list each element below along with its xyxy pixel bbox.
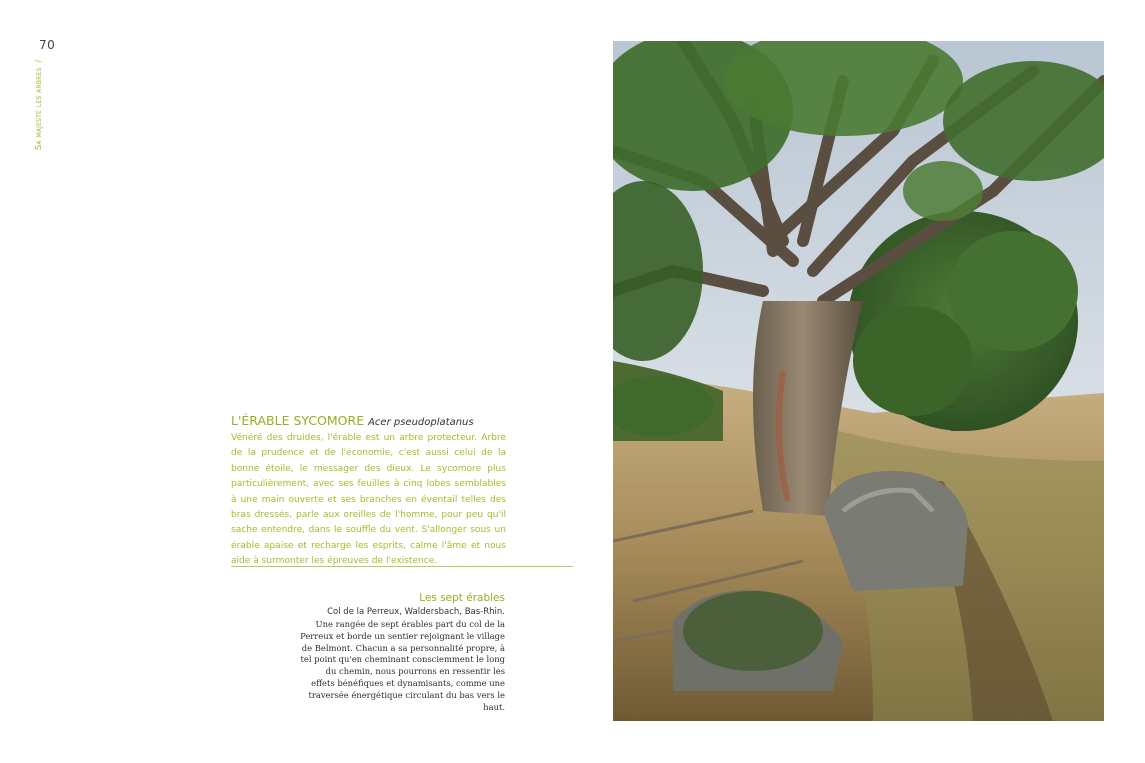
- article-title: L'ÉRABLE SYCOMORE: [231, 413, 365, 428]
- page-number: 70: [39, 38, 56, 52]
- running-head-text: Sa majesté les arbres: [33, 67, 43, 150]
- photo-caption: [300, 592, 505, 713]
- caption-location: Col de la Perreux, Waldersbach, Bas-Rhin.: [327, 607, 505, 617]
- article-body: Vénéré des druides, l'érable est un arbre protecteur. Arbre de la prudence et de l'économie, c'est aussi celui de la bonne étoile, le messager des dieux. Le sycomore plus particulièrement, avec ses feuilles à cinq lobes semblables à une main ouverte et ses branches en éventail telles des bras dressés, parle aux oreilles de l'homme, pour peu qu'il sache entendre, dans le souffle du vent. S'allonger sous un érable apaise et recharge les esprits, calme l'âme et nous aide à surmonter les épreuves de l'existence.: [231, 433, 506, 567]
- latin-name: Acer pseudoplatanus: [368, 417, 474, 428]
- article-title-line: [231, 413, 506, 428]
- running-head-separator: /: [33, 59, 43, 63]
- section-divider: [231, 566, 573, 567]
- sycamore-photo: [613, 41, 1104, 721]
- caption-text: Une rangée de sept érables part du col de la Perreux et borde un sentier rejoignant le village de Belmont. Chacun a sa personnalité propre, à tel point qu'en cheminant consciemment le long du chemin, nous pourrons en ressentir les effets bénéfiques et dynamisants, comme une traversée énergétique circulant du bas vers le haut.: [300, 619, 505, 712]
- article: [231, 413, 506, 570]
- caption-title: Les sept érables: [419, 592, 505, 604]
- running-head: [33, 0, 47, 150]
